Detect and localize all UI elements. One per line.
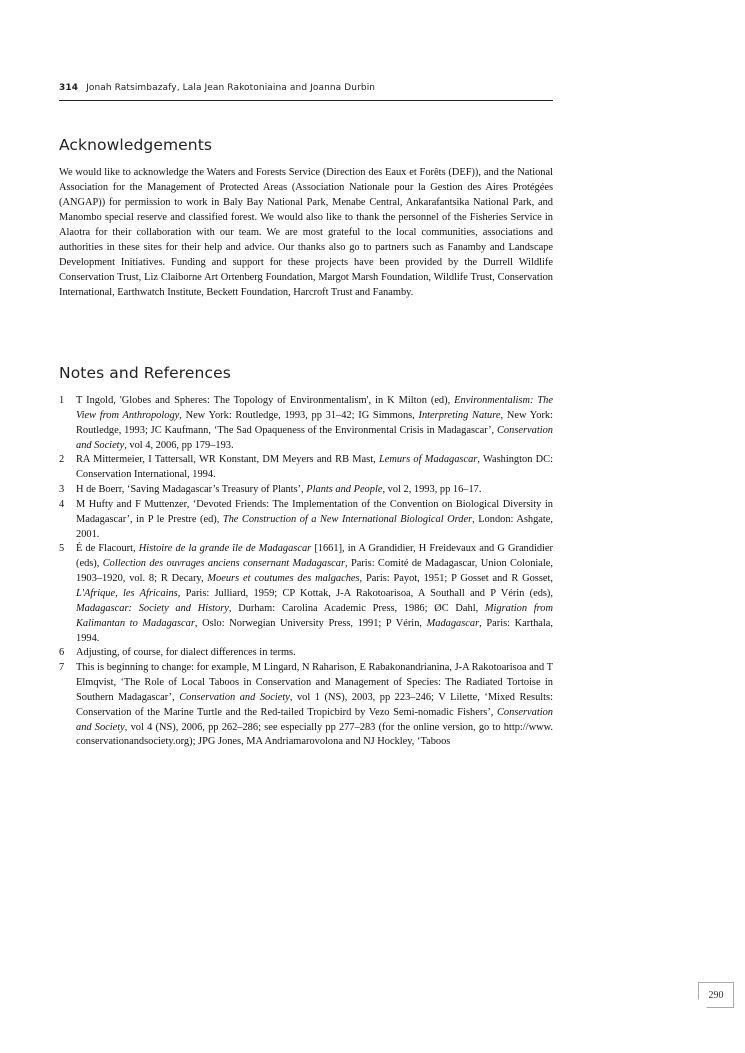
note-text-segment: , New York: Routledge, 1993; JC Kaufmann, ‘The Sad Opaqueness of the Environmental Crisis in Madagascar’, — [76, 409, 553, 436]
note-text-segment: , Washington DC: Conservation International, 1994. — [76, 454, 554, 481]
note-title-italic: Conservation and Society — [179, 691, 290, 703]
note-text-segment: This is beginning to change: for example, M Lingard, N Raharison, E Rabakonandrianina, J-A Rakotoarisoa and T Elmqvist, ‘The Role of Local Taboos in Conservation and Management of Species: The Radiated Tortoise in Southern Madagascar’, — [76, 662, 553, 703]
note-text — [76, 661, 553, 750]
note-title-italic: Interpreting Nature — [418, 409, 501, 421]
note-text — [76, 646, 553, 661]
note-text-segment: , vol 1 (NS), 2003, pp 223–246; V Lilette, ‘Mixed Results: Conservation of the Marine Turtle and the Red-tailed Tropicbird by Vezo Semi-nomadic Fishers’, — [76, 691, 553, 718]
note-text-segment: M Hufty and F Muttenzer, ‘Devoted Friends: The Implementation of the Convention on Biological Diversity in Madagascar’, in P le Prestre (ed), — [76, 498, 553, 525]
note-text-segment: , vol 4 (NS), 2006, pp 262–286; see especially pp 277–283 (for the online version, go to http://www. conservationandsociety.org); JPG Jones, MA Andriamarovolona and NJ Hockley, ‘Taboos — [76, 721, 553, 748]
note-title-italic: Moeurs et coutumes des malgaches — [207, 573, 360, 585]
note-text-segment: , Oslo: Norwegian University Press, 1991; P Vérin, — [194, 617, 427, 629]
note-text-segment: H de Boerr, ‘Saving Madagascar’s Treasury of Plants’, — [76, 484, 307, 496]
note-number: 4 — [59, 498, 65, 510]
note-title-italic: The Construction of a New International Biological Order — [222, 513, 473, 525]
note-title-italic: Conservation and Society — [76, 706, 553, 733]
note-text — [76, 483, 553, 498]
note-title-italic: Madagascar — [426, 617, 480, 629]
note-item — [59, 661, 553, 750]
note-text-segment: , New York: Routledge, 1993, pp 31–42; IG Simmons, — [179, 409, 419, 421]
note-text — [76, 498, 553, 543]
note-title-italic: Environmentalism: The View from Anthropology — [76, 395, 553, 421]
page-indicator-badge[interactable] — [698, 982, 734, 1008]
note-title-italic: Lemurs of Madagascar — [378, 454, 478, 466]
note-text — [76, 542, 553, 646]
note-text-segment: , London: Ashgate, 2001. — [76, 513, 554, 540]
running-head — [59, 83, 553, 93]
note-item — [59, 498, 553, 543]
note-text-segment: É de Flacourt, — [76, 543, 139, 555]
page-number: 314 — [59, 83, 79, 93]
notes-list — [59, 394, 553, 750]
note-text-segment: , Durham: Carolina Academic Press, 1986; ØC Dahl, — [228, 602, 485, 614]
note-text-segment: T Ingold, 'Globes and Spheres: The Topology of Environmentalism', in K Milton (ed), — [76, 395, 455, 406]
note-item — [59, 394, 553, 453]
note-text-segment: , Paris: Karthala, 1994. — [76, 617, 553, 644]
note-item — [59, 483, 553, 498]
note-number: 1 — [59, 395, 65, 406]
notes-heading: Notes and References — [59, 364, 231, 382]
note-text-segment: , Paris: Comité de Madagascar, Union Coloniale, 1903–1920, vol. 8; R Decary, — [76, 558, 553, 585]
note-item — [59, 542, 553, 646]
page-indicator-number: 290 — [708, 989, 724, 1001]
acknowledgements-paragraph: We would like to acknowledge the Waters and Forests Service (Direction des Eaux et Forêts (DEF)), and the National Association for the Management of Protected Areas (Association Nationale pour la Gestion des Aires Protégées (ANGAP)) for permission to work in Baly Bay National Park, Menabe Central, Ankarafantsika National Park, and Manombo special reserve and classified forest. We would also like to thank the personnel of the Fisheries Service in Alaotra for their collaboration with our team. We are most grateful to the local communities, associations and authorities in these sites for their help and advice. Our thanks also go to partners such as Fanamby and Landscape Development Initiatives. Funding and support for these projects have been provided by the Durrell Wildlife Conservation Trust, Liz Claiborne Art Ortenberg Foundation, Margot Marsh Foundation, Wildlife Trust, Conservation International, Earthwatch Institute, Beckett Foundation, Harcroft Trust and Fanamby. — [59, 167, 553, 298]
note-text — [76, 453, 553, 483]
note-item — [59, 646, 553, 661]
running-head-authors: Jonah Ratsimbazafy, Lala Jean Rakotoniaina and Joanna Durbin — [86, 83, 376, 93]
note-number: 6 — [59, 647, 65, 659]
page-curl-icon — [698, 999, 707, 1008]
note-title-italic: Conservation and Society — [76, 424, 553, 451]
note-number: 3 — [59, 484, 65, 496]
note-text-segment: , vol 2, 1993, pp 16–17. — [382, 484, 482, 496]
note-title-italic: L'Afrique, les Africains — [76, 587, 178, 599]
acknowledgements-heading: Acknowledgements — [59, 136, 213, 154]
note-text-segment: Adjusting, of course, for dialect differences in terms. — [76, 647, 296, 659]
note-text-segment: , Paris: Julliard, 1959; CP Kottak, J-A Rakotoarisoa, A Southall and P Vérin (eds), — [177, 587, 553, 599]
note-title-italic: Madagascar: Society and History — [76, 602, 229, 614]
header-rule — [59, 100, 553, 101]
note-title-italic: Histoire de la grande île de Madagascar — [138, 543, 312, 555]
note-title-italic: Migration from Kalimantan to Madagascar — [76, 602, 553, 629]
note-text-segment: [1661], in A Grandidier, H Freidevaux and G Grandidier (eds), — [76, 543, 553, 570]
note-text — [76, 394, 553, 453]
note-title-italic: Plants and People — [306, 484, 383, 496]
note-number: 2 — [59, 454, 65, 466]
note-text-segment: , Paris: Payot, 1951; P Gosset and R Gosset, — [359, 573, 553, 585]
note-text-segment: , vol 4, 2006, pp 179–193. — [124, 439, 234, 451]
note-number: 7 — [59, 662, 65, 674]
note-item — [59, 453, 553, 483]
note-title-italic: Collection des ouvrages anciens consernant Madagascar — [102, 558, 346, 570]
note-number: 5 — [59, 543, 65, 555]
note-text-segment: RA Mittermeier, I Tattersall, WR Konstant, DM Meyers and RB Mast, — [76, 454, 379, 466]
